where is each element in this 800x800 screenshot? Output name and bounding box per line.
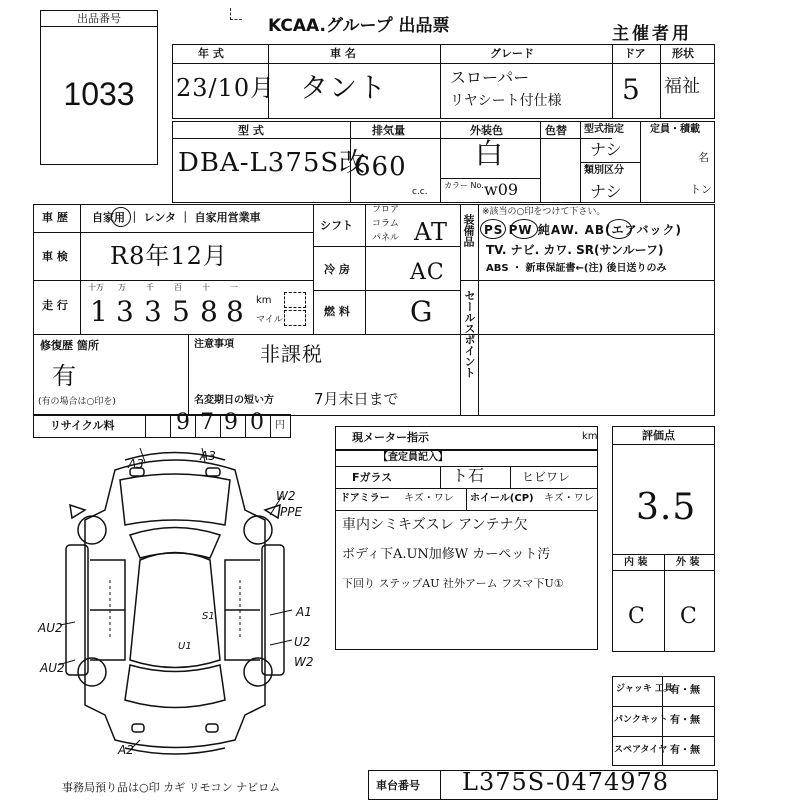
equipment-circle-ab bbox=[606, 219, 632, 239]
lot-number-label: 出品番号 bbox=[41, 11, 157, 27]
mark-w2-right-2: W2 bbox=[294, 655, 314, 669]
grade-value-2: リヤシート付仕様 bbox=[450, 93, 562, 109]
mileage-header-1: 万 bbox=[118, 283, 126, 292]
inspection-label: 車 検 bbox=[42, 250, 68, 263]
repair-label: 修復歴 箇所 bbox=[40, 339, 99, 352]
mileage-header-0: 十万 bbox=[88, 283, 104, 292]
mark-au2: AU2 bbox=[38, 621, 63, 635]
grade-label: グレード bbox=[490, 47, 534, 60]
mark-u2: U2 bbox=[294, 635, 311, 649]
mark-a1: A1 bbox=[296, 605, 312, 619]
mirror-options: キズ・ワレ bbox=[404, 493, 454, 504]
equipment-line-3: ABS ・ 新車保証書←(注) 後日送りのみ bbox=[486, 263, 667, 274]
mileage-digit-3: 5 bbox=[172, 295, 191, 328]
sales-point-label: セールスポイント bbox=[463, 290, 476, 378]
shift-option-column: コラム bbox=[372, 219, 399, 229]
class-label: 類別区分 bbox=[584, 165, 624, 176]
deadline-value: 7月末日まで bbox=[314, 390, 399, 408]
history-options: 自家用 ｜ レンタ ｜ 自家用営業車 bbox=[92, 211, 261, 224]
group-title: KCAA.グループ 出品票 bbox=[268, 16, 450, 36]
interior-label: 内 装 bbox=[624, 557, 648, 568]
chassis-label: 車台番号 bbox=[376, 779, 420, 792]
fuel-label: 燃 料 bbox=[324, 305, 350, 318]
model-value: DBA-L375S改 bbox=[178, 148, 367, 178]
score-label: 評価点 bbox=[642, 429, 675, 442]
inspection-value: R8年12月 bbox=[110, 242, 228, 270]
shift-label: シフト bbox=[320, 219, 353, 232]
mark-u1: U1 bbox=[178, 641, 192, 652]
organizer-label: 主催者用 bbox=[612, 24, 692, 44]
car-name-label: 車 名 bbox=[330, 47, 356, 60]
exterior-color-label: 外装色 bbox=[470, 124, 503, 137]
equipment-circle-pw bbox=[510, 219, 538, 239]
model-label: 型 式 bbox=[238, 124, 264, 137]
mileage-unit-km: km bbox=[256, 295, 272, 306]
shift-option-panel: パネル bbox=[372, 233, 400, 243]
equipment-circle-ps bbox=[480, 219, 506, 239]
exterior-color-value: 白 bbox=[475, 137, 505, 170]
recycle-digit-3: 0 bbox=[250, 410, 265, 435]
mileage-checkbox-km bbox=[284, 292, 306, 308]
mark-w2-right: W2 bbox=[276, 489, 296, 503]
equipment-line-2: TV. ナビ. カワ. SR(サンルーフ) bbox=[486, 243, 664, 257]
cc-unit: c.c. bbox=[412, 187, 428, 197]
jack-value: 有・無 bbox=[670, 685, 700, 696]
year-label: 年 式 bbox=[198, 47, 224, 60]
fglass-value: ト石 bbox=[452, 466, 485, 485]
fuel-value: G bbox=[410, 295, 434, 328]
notes-label: 注意事項 bbox=[194, 339, 234, 350]
doors-label: ドア bbox=[624, 47, 646, 60]
lot-number-box bbox=[40, 10, 158, 165]
type-spec-label: 型式指定 bbox=[584, 124, 624, 135]
mileage-digit-2: 3 bbox=[144, 295, 163, 328]
capacity-label: 定員・積載 bbox=[650, 124, 700, 135]
cc-value: 660 bbox=[354, 152, 407, 182]
mark-a3-right: A3 bbox=[200, 449, 216, 463]
mileage-digit-0: 1 bbox=[90, 295, 109, 328]
equipment-label: 装備品 bbox=[462, 214, 475, 247]
recycle-unit: 円 bbox=[275, 420, 285, 431]
mileage-header-3: 百 bbox=[174, 283, 182, 292]
capacity-unit-tons: トン bbox=[690, 183, 712, 196]
exterior-grade-value: C bbox=[680, 604, 698, 629]
mileage-checkbox-mile bbox=[284, 310, 306, 326]
meter-unit: km bbox=[582, 431, 598, 442]
car-diagram bbox=[30, 440, 320, 760]
color-no-value: w09 bbox=[484, 180, 519, 199]
cc-label: 排気量 bbox=[372, 124, 405, 137]
capacity-unit-persons: 名 bbox=[698, 151, 709, 164]
mileage-unit-mile: マイル bbox=[256, 315, 283, 325]
score-value: 3.5 bbox=[636, 487, 697, 528]
mileage-header-2: 千 bbox=[146, 283, 154, 292]
puncture-value: 有・無 bbox=[670, 715, 700, 726]
doors-value: 5 bbox=[622, 73, 641, 106]
fglass-option: ヒビワレ bbox=[522, 470, 571, 484]
class-value: ナシ bbox=[590, 182, 622, 201]
car-name-value: タント bbox=[300, 71, 388, 104]
recycle-digit-0: 9 bbox=[176, 410, 191, 435]
inspector-header: 【査定員記入】 bbox=[378, 452, 448, 463]
deadline-label: 名変期日の短い方 bbox=[194, 395, 274, 406]
history-circle bbox=[111, 207, 131, 227]
equipment-line-1: PS PW 純AW. AB(エアバック) bbox=[484, 223, 683, 237]
footer-items: 事務局預り品は○印 カギ リモコン ナビロム bbox=[62, 781, 281, 794]
mark-a3-left: A3 bbox=[128, 457, 144, 471]
color-no-label: カラー No. bbox=[444, 181, 484, 190]
repair-note: (有の場合は○印を) bbox=[38, 397, 116, 407]
year-value: 23/10月 bbox=[176, 74, 276, 102]
mileage-header-5: 一 bbox=[230, 283, 238, 292]
mileage-header-4: 十 bbox=[202, 283, 210, 292]
corner-mark bbox=[230, 8, 242, 20]
recycle-label: リサイクル料 bbox=[50, 419, 115, 432]
mark-a2: A2 bbox=[118, 743, 134, 757]
equipment-note: ※該当の○印をつけて下さい。 bbox=[482, 207, 606, 217]
spare-label: スペアタイヤ bbox=[614, 745, 668, 755]
chassis-value: L375S-0474978 bbox=[462, 768, 670, 796]
fglass-label: Fガラス bbox=[352, 471, 393, 484]
mileage-digit-1: 3 bbox=[116, 295, 135, 328]
type-spec-value: ナシ bbox=[590, 140, 622, 159]
grade-value-1: スローパー bbox=[450, 68, 530, 87]
recycle-digit-1: 7 bbox=[200, 410, 215, 435]
notes-value: 非課税 bbox=[260, 342, 323, 366]
wheel-options: キズ・ワレ bbox=[544, 493, 594, 504]
lot-number-value: 1033 bbox=[63, 76, 135, 112]
shape-value: 福祉 bbox=[664, 76, 700, 97]
mark-s1: S1 bbox=[202, 611, 215, 622]
spare-value: 有・無 bbox=[670, 745, 700, 756]
puncture-label: パンクキット bbox=[614, 715, 668, 725]
recycle-digit-2: 9 bbox=[224, 410, 239, 435]
aircon-value: AC bbox=[410, 260, 445, 285]
mark-ppe: PPE bbox=[280, 505, 303, 519]
repair-value: 有 bbox=[52, 362, 77, 390]
wheel-label: ホイール(CP) bbox=[470, 493, 534, 504]
inspector-comment-1: 車内シミキズスレ アンテナ欠 bbox=[342, 517, 528, 533]
mileage-digit-5: 8 bbox=[226, 295, 245, 328]
history-label: 車 歴 bbox=[42, 211, 68, 224]
repaint-label: 色替 bbox=[545, 124, 567, 137]
inspector-comment-3: 下回り ステップAU 社外アーム フスマ下U① bbox=[342, 577, 564, 590]
mark-au2-b: AU2 bbox=[40, 661, 65, 675]
mileage-digit-4: 8 bbox=[200, 295, 219, 328]
mileage-label: 走 行 bbox=[42, 299, 68, 312]
shape-label: 形状 bbox=[672, 47, 694, 60]
shift-option-floor: フロア bbox=[372, 205, 400, 215]
meter-label: 現メーター指示 bbox=[352, 431, 429, 444]
aircon-label: 冷 房 bbox=[324, 263, 350, 276]
exterior-grade-label: 外 装 bbox=[676, 557, 700, 568]
inspector-comment-2: ボディ下A.UN加修W カーペット汚 bbox=[342, 547, 551, 562]
shift-value: AT bbox=[414, 218, 449, 246]
jack-label: ジャッキ 工具 bbox=[616, 684, 673, 694]
interior-value: C bbox=[628, 604, 646, 629]
mirror-label: ドアミラー bbox=[340, 493, 390, 504]
